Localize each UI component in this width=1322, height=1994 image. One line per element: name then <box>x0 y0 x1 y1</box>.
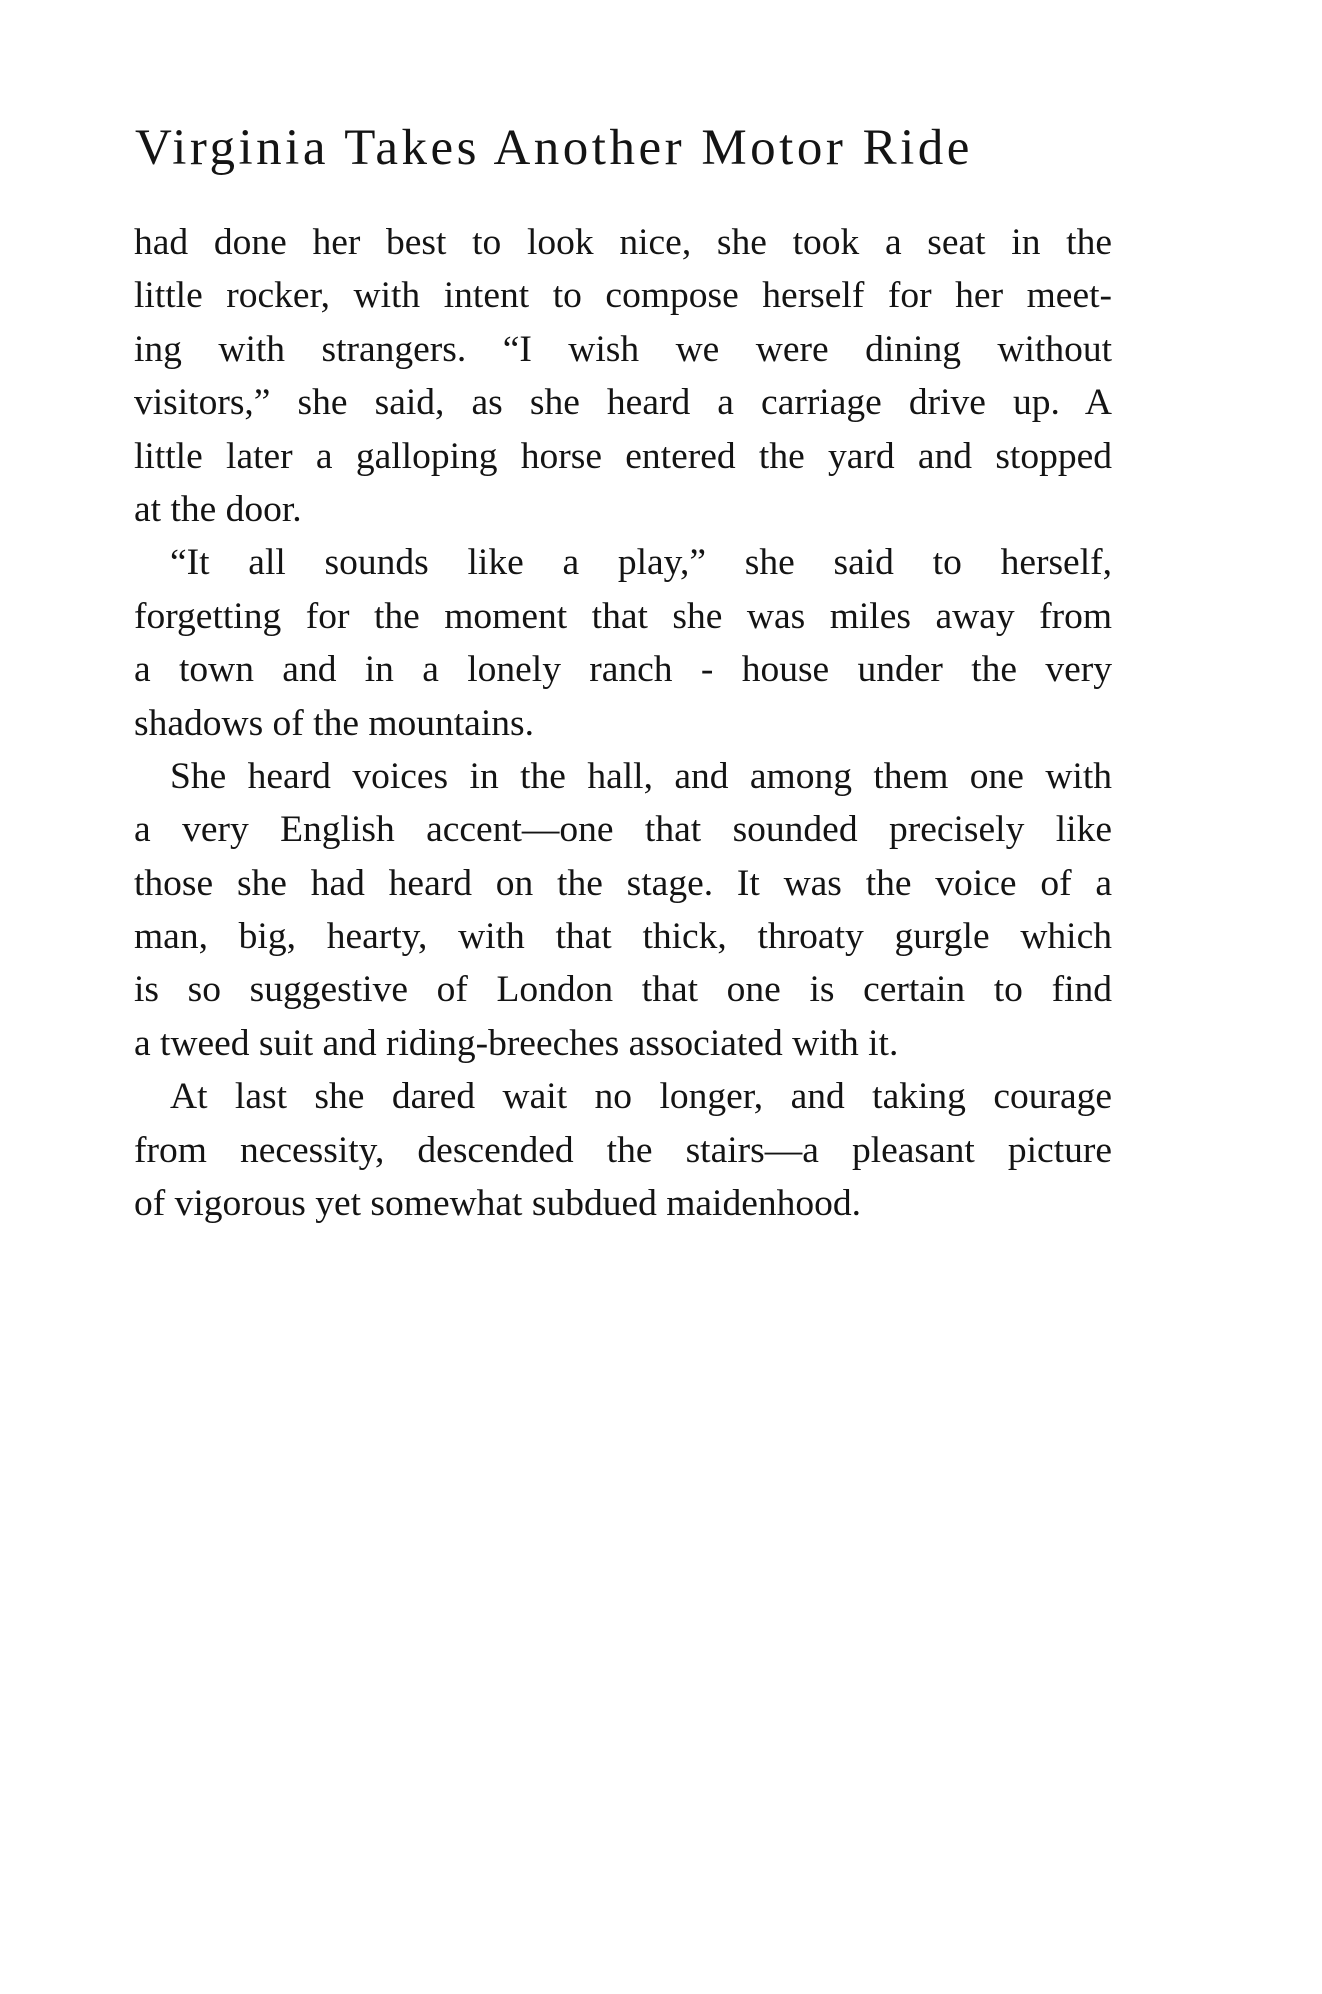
text-line: visitors,” she said, as she heard a carriage drive up. A <box>134 382 1112 424</box>
text-line: is so suggestive of London that one is certain to find <box>134 969 1112 1011</box>
text-line: had done her best to look nice, she took a seat in the <box>134 222 1112 263</box>
text-line: little rocker, with intent to compose herself for her meet- <box>134 275 1112 317</box>
text-line: a town and in a lonely ranch - house under the very <box>134 649 1112 691</box>
paragraph-3 <box>134 750 1112 1070</box>
text-line: She heard voices in the hall, and among them one with <box>170 755 1112 797</box>
text-line: of vigorous yet somewhat subdued maidenhood. <box>134 1183 861 1225</box>
running-head: Virginia Takes Another Motor Ride <box>135 120 973 176</box>
paragraph-1 <box>134 216 1112 536</box>
text-line: ing with strangers. “I wish we were dining without <box>134 328 1112 370</box>
text-line: those she had heard on the stage. It was the voice of a <box>134 862 1112 904</box>
text-line: a very English accent—one that sounded precisely like <box>134 809 1112 851</box>
text-line: man, big, hearty, with that thick, throaty gurgle which <box>134 916 1112 958</box>
text-line: little later a galloping horse entered the yard and stopped <box>134 435 1112 477</box>
text-line: “It all sounds like a play,” she said to herself, <box>170 542 1112 584</box>
paragraph-2 <box>134 536 1112 750</box>
text-line: at the door. <box>134 488 302 530</box>
paragraph-4 <box>134 1070 1112 1230</box>
text-line: a tweed suit and riding-breeches associated with it. <box>134 1022 899 1064</box>
text-line: forgetting for the moment that she was miles away from <box>134 595 1112 637</box>
body-text <box>134 216 1112 1230</box>
text-line: shadows of the mountains. <box>134 702 534 744</box>
text-line: from necessity, descended the stairs—a pleasant picture <box>134 1129 1112 1171</box>
text-line: At last she dared wait no longer, and taking courage <box>170 1076 1112 1118</box>
